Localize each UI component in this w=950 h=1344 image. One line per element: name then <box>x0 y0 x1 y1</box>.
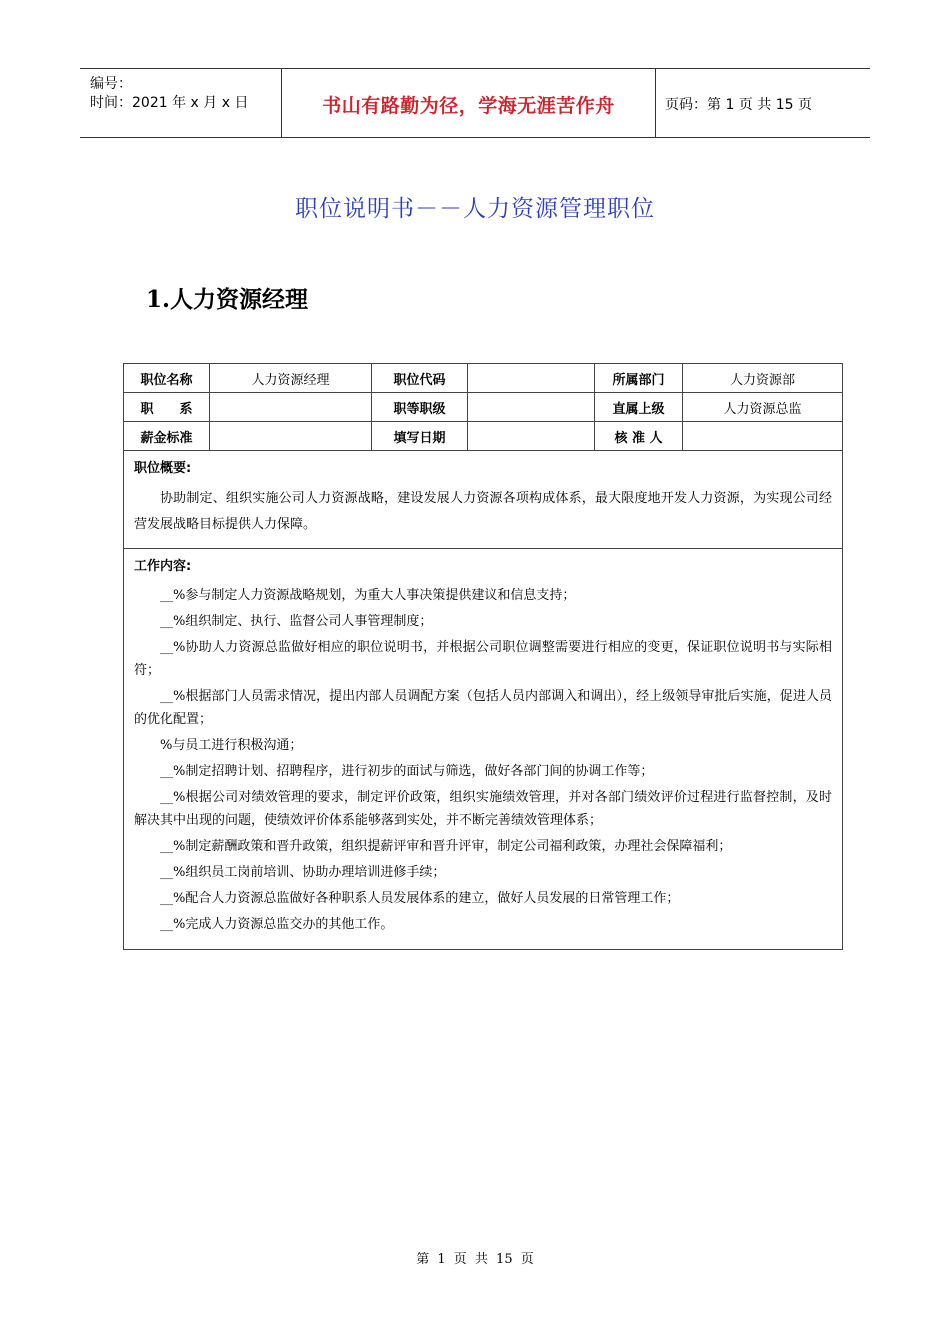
summary-text: 协助制定、组织实施公司人力资源战略，建设发展人力资源各项构成体系，最大限度地开发人力资源，为实现公司经营发展战略目标提供人力保障。 <box>134 491 832 532</box>
page-footer: 第 1 页 共 15 页 <box>416 1252 534 1267</box>
duty-item: __%根据公司对绩效管理的要求，制定评价政策，组织实施绩效管理，并对各部门绩效评价过程进行监督控制，及时解决其中出现的问题，使绩效评价体系能够落到实处，并不断完善绩效管理体系； <box>134 790 832 828</box>
value-cell: 人力资源经理 <box>210 364 372 393</box>
document-header <box>80 68 870 138</box>
section-title: 1.人力资源经理 <box>146 286 309 313</box>
label-cell: 职位代码 <box>372 364 468 393</box>
duties-row <box>124 549 843 950</box>
header-center-cell <box>281 69 656 137</box>
summary-cell <box>124 451 843 549</box>
duty-item: __%参与制定人力资源战略规划，为重大人事决策提供建议和信息支持； <box>160 588 576 603</box>
duty-item: __%根据部门人员需求情况，提出内部人员调配方案（包括人员内部调入和调出），经上级领导审批后实施，促进人员的优化配置； <box>134 689 832 727</box>
label-cell: 职等职级 <box>372 393 468 422</box>
duties-cell <box>124 549 843 950</box>
duty-item: __%配合人力资源总监做好各种职系人员发展体系的建立，做好人员发展的日常管理工作； <box>160 891 680 906</box>
value-cell: 人力资源总监 <box>683 393 843 422</box>
document-title: 职位说明书－－人力资源管理职位 <box>295 196 655 222</box>
label-cell: 直属上级 <box>595 393 683 422</box>
table-row <box>124 364 843 393</box>
label-cell: 薪金标准 <box>124 422 210 451</box>
number-label: 编号： <box>90 76 132 92</box>
header-right-cell <box>655 69 870 137</box>
duty-item: __%协助人力资源总监做好相应的职位说明书，并根据公司职位调整需要进行相应的变更，保证职位说明书与实际相符； <box>134 640 832 678</box>
table-row <box>124 393 843 422</box>
motto-text: 书山有路勤为径，学海无涯苦作舟 <box>322 95 615 117</box>
duty-item: __%完成人力资源总监交办的其他工作。 <box>160 917 394 932</box>
duty-item: __%制定招聘计划、招聘程序，进行初步的面试与筛选，做好各部门间的协调工作等； <box>160 764 654 779</box>
table-row <box>124 422 843 451</box>
value-cell: 人力资源部 <box>683 364 843 393</box>
duty-item: __%组织制定、执行、监督公司人事管理制度； <box>160 614 433 629</box>
label-cell: 核 准 人 <box>595 422 683 451</box>
time-label: 时间：2021 年 x 月 x 日 <box>90 95 249 111</box>
value-cell <box>210 422 372 451</box>
value-cell <box>468 364 595 393</box>
label-cell: 填写日期 <box>372 422 468 451</box>
summary-label: 职位概要: <box>134 461 192 476</box>
value-cell <box>210 393 372 422</box>
page-info: 页码：第 1 页 共 15 页 <box>665 97 812 113</box>
label-cell: 职位名称 <box>124 364 210 393</box>
job-description-table <box>123 363 843 950</box>
duties-label: 工作内容: <box>134 559 192 574</box>
value-cell <box>468 422 595 451</box>
duty-item: __%制定薪酬政策和晋升政策，组织提薪评审和晋升评审，制定公司福利政策，办理社会保障福利； <box>160 839 732 854</box>
label-cell: 职 系 <box>124 393 210 422</box>
duty-item: __%组织员工岗前培训、协助办理培训进修手续； <box>160 865 446 880</box>
header-left-cell <box>80 69 281 137</box>
duty-item: %与员工进行积极沟通； <box>160 738 303 753</box>
summary-row <box>124 451 843 549</box>
label-cell: 所属部门 <box>595 364 683 393</box>
value-cell <box>683 422 843 451</box>
value-cell <box>468 393 595 422</box>
